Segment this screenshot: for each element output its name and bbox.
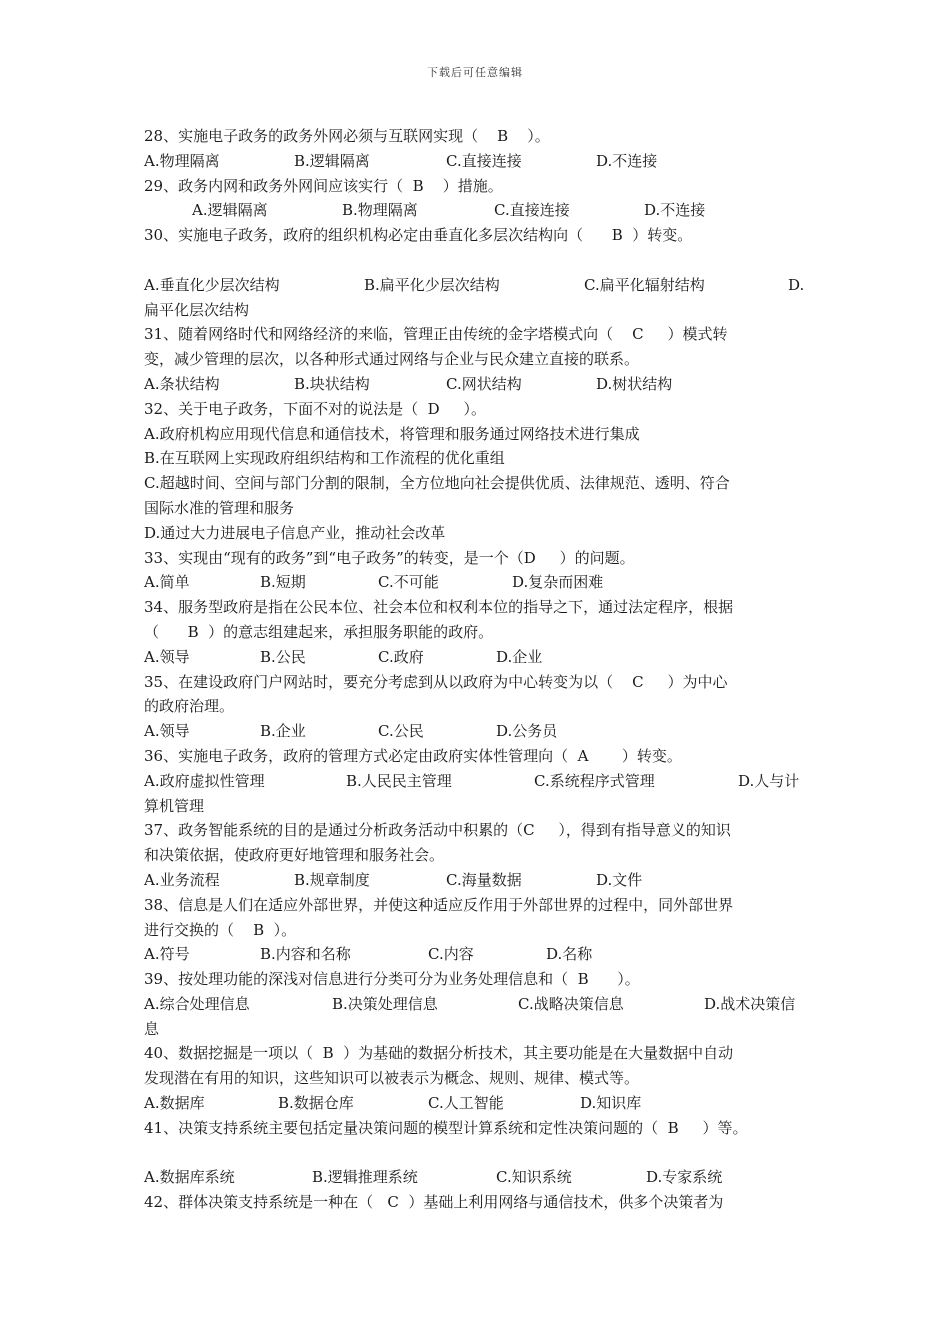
option-a: A.综合处理信息: [144, 994, 250, 1013]
option-a: A.条状结构: [144, 374, 220, 393]
option-d: D.不连接: [596, 151, 658, 170]
option-c: C.直接连接: [446, 151, 522, 170]
question-36-options: [144, 769, 820, 794]
option-d: D.树状结构: [596, 374, 673, 393]
option-b: B.人民民主管理: [346, 771, 452, 790]
option-d: D.公务员: [496, 722, 558, 741]
option-b: B.在互联网上实现政府组织结构和工作流程的优化重组: [144, 449, 505, 468]
question-31-cont: 变，减少管理的层次，以各种形式通过网络与企业与民众建立直接的联系。: [144, 350, 640, 369]
option-b: B.块状结构: [294, 374, 370, 393]
option-b: B.数据仓库: [278, 1094, 354, 1113]
page-header: 下载后可任意编辑: [427, 66, 523, 79]
question-38-cont: 进行交换的（ B ）。: [144, 920, 297, 939]
question-29: 29、政务内网和政务外网间应该实行（ B ）措施。: [144, 176, 503, 195]
option-c: C.海量数据: [446, 870, 522, 889]
question-31: 31、随着网络时代和网络经济的来临，管理正由传统的金字塔模式向（ C ）模式转: [144, 325, 728, 344]
question-36: 36、实施电子政务，政府的管理方式必定由政府实体性管理向（ A ）转变。: [144, 746, 682, 765]
question-30: 30、实施电子政务，政府的组织机构必定由垂直化多层次结构向（ B ）转变。: [144, 226, 693, 245]
option-d: D.战术决策信: [704, 994, 796, 1013]
question-40-cont: 发现潜在有用的知识，这些知识可以被表示为概念、规则、规律、模式等。: [144, 1069, 640, 1088]
option-d: D.专家系统: [646, 1168, 723, 1187]
question-30-option-d-cont: 扁平化层次结构: [144, 300, 250, 319]
option-b: B.逻辑推理系统: [312, 1168, 418, 1187]
option-d: D.知识库: [580, 1094, 642, 1113]
option-b: B.物理隔离: [342, 201, 418, 220]
option-a: A.物理隔离: [144, 151, 220, 170]
question-41-options: [144, 1165, 820, 1190]
option-b: B.内容和名称: [260, 945, 351, 964]
question-31-options: [144, 372, 820, 397]
option-c: C.政府: [378, 647, 424, 666]
option-b: B.公民: [260, 647, 306, 666]
option-b: B.短期: [260, 573, 306, 592]
option-a: A.领导: [144, 647, 190, 666]
question-33-options: [144, 570, 820, 595]
question-28-options: [144, 149, 820, 174]
option-a: A.符号: [144, 945, 190, 964]
option-a: A.垂直化少层次结构: [144, 275, 280, 294]
option-a: A.简单: [144, 573, 190, 592]
option-a: A.数据库系统: [144, 1168, 235, 1187]
question-32: 32、关于电子政务，下面不对的说法是（ D ）。: [144, 399, 486, 418]
option-a: A.逻辑隔离: [192, 201, 268, 220]
option-a: A.领导: [144, 722, 190, 741]
option-b: B.企业: [260, 722, 306, 741]
question-34-cont: （ B ）的意志组建起来，承担服务职能的政府。: [144, 622, 494, 641]
option-b: B.决策处理信息: [332, 994, 438, 1013]
option-d: D.复杂而困难: [512, 573, 604, 592]
question-39-option-d-cont: 息: [144, 1019, 160, 1038]
option-a: A.业务流程: [144, 870, 220, 889]
option-d: D.通过大力进展电子信息产业，推动社会改革: [144, 523, 446, 542]
question-42: 42、群体决策支持系统是一种在（ C ）基础上利用网络与通信技术，供多个决策者为: [144, 1193, 724, 1212]
option-c: C.超越时间、空间与部门分割的限制，全方位地向社会提供优质、法律规范、透明、符合: [144, 474, 730, 493]
option-c: C.不可能: [378, 573, 439, 592]
option-d: D.企业: [496, 647, 543, 666]
question-35: 35、在建设政府门户网站时，要充分考虑到从以政府为中心转变为以（ C ）为中心: [144, 672, 728, 691]
option-d: D.不连接: [644, 201, 706, 220]
question-30-options: [144, 273, 820, 298]
option-c: C.内容: [428, 945, 474, 964]
question-37: 37、政务智能系统的目的是通过分析政务活动中积累的（C ），得到有指导意义的知识: [144, 821, 731, 840]
question-29-options: [144, 198, 820, 223]
option-c: C.公民: [378, 722, 424, 741]
option-c: C.人工智能: [428, 1094, 504, 1113]
question-37-cont: 和决策依据，使政府更好地管理和服务社会。: [144, 846, 445, 865]
question-36-option-d-cont: 算机管理: [144, 796, 205, 815]
option-c: C.扁平化辐射结构: [584, 275, 705, 294]
option-c-cont: 国际水准的管理和服务: [144, 498, 295, 517]
option-a: A.政府机构应用现代信息和通信技术，将管理和服务通过网络技术进行集成: [144, 424, 640, 443]
question-39-options: [144, 992, 820, 1017]
option-d: D.人与计: [738, 771, 800, 790]
option-c: C.知识系统: [496, 1168, 572, 1187]
question-40: 40、数据挖掘是一项以（ B ）为基础的数据分析技术，其主要功能是在大量数据中自动: [144, 1044, 734, 1063]
option-c: C.系统程序式管理: [534, 771, 655, 790]
option-c: C.网状结构: [446, 374, 522, 393]
option-d: D.: [788, 275, 805, 294]
option-d: D.名称: [546, 945, 593, 964]
question-38: 38、信息是人们在适应外部世界，并使这种适应反作用于外部世界的过程中，同外部世界: [144, 895, 734, 914]
option-b: B.扁平化少层次结构: [364, 275, 500, 294]
option-a: A.数据库: [144, 1094, 205, 1113]
document-body: [144, 124, 820, 1215]
question-28: 28、实施电子政务的政务外网必须与互联网实现（ B ）。: [144, 127, 550, 145]
question-33: 33、实现由“现有的政务”到“电子政务”的转变，是一个（D ）的问题。: [144, 548, 635, 567]
question-34: 34、服务型政府是指在公民本位、社会本位和权利本位的指导之下，通过法定程序，根据: [144, 598, 734, 617]
option-c: C.战略决策信息: [518, 994, 624, 1013]
option-a: A.政府虚拟性管理: [144, 771, 265, 790]
question-41: 41、决策支持系统主要包括定量决策问题的模型计算系统和定性决策问题的（ B ）等。: [144, 1118, 748, 1137]
question-40-options: [144, 1091, 820, 1116]
question-34-options: [144, 645, 820, 670]
question-37-options: [144, 868, 820, 893]
question-38-options: [144, 942, 820, 967]
option-b: B.逻辑隔离: [294, 151, 370, 170]
question-39: 39、按处理功能的深浅对信息进行分类可分为业务处理信息和（ B ）。: [144, 970, 640, 989]
question-35-options: [144, 719, 820, 744]
question-35-cont: 的政府治理。: [144, 697, 235, 716]
option-d: D.文件: [596, 870, 643, 889]
option-b: B.规章制度: [294, 870, 370, 889]
option-c: C.直接连接: [494, 201, 570, 220]
